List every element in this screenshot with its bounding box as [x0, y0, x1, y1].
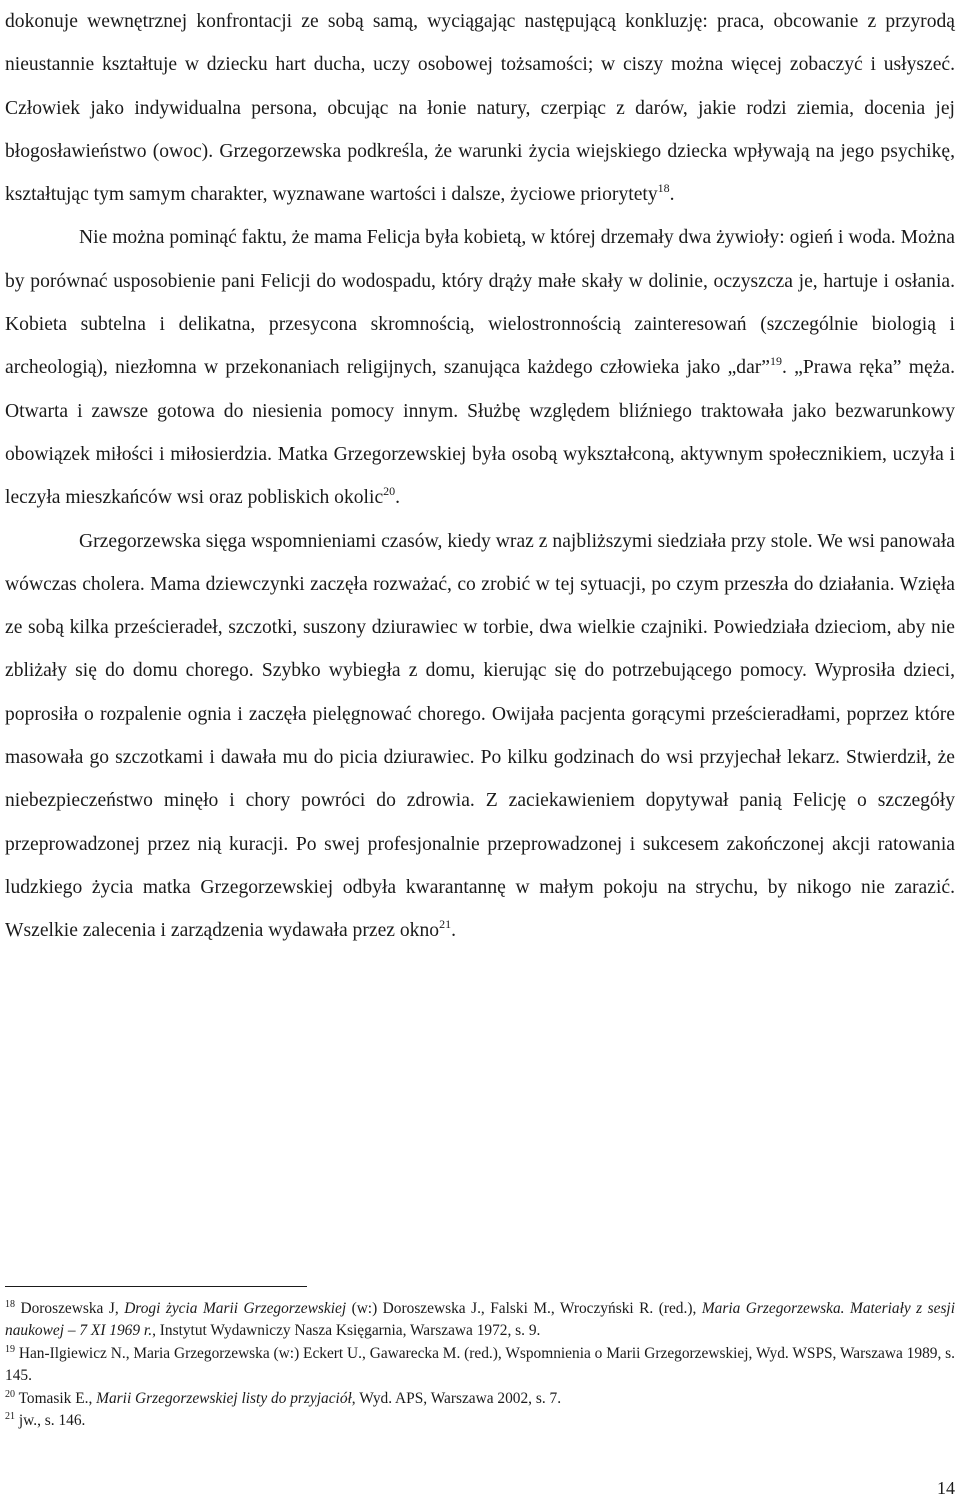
footnote-ref: 18 [657, 181, 670, 196]
paragraph-text: . „Prawa ręka” męża. Otwarta i zawsze gotowa do niesienia pomocy innym. Służbę względem bliźniego traktowała jako bezwarunkowy obowiązek miłości i miłosierdzia. Matka Grzegorzewskiej była osobą wykształconą, aktywnym społecznikiem, uczyła i leczyła mieszkańców wsi oraz pobliskich okolic [5, 357, 955, 509]
footnote-text: , Instytut Wydawniczy Nasza Księgarnia, Warszawa 1972, s. 9. [152, 1322, 541, 1340]
footnote-text: Han-Ilgiewicz N., Maria Grzegorzewska (w:) Eckert U., Gawarecka M. (red.), Wspomnienia o Marii Grzegorzewskiej, Wyd. WSPS, Warszawa 1989, s. 145. [5, 1344, 955, 1385]
footnote [5, 1410, 955, 1432]
paragraph-text: . [395, 487, 401, 509]
footnote-ref: 21 [439, 917, 452, 932]
paragraph-text: dokonuje wewnętrznej konfrontacji ze sobą samą, wyciągając następującą konkluzję: praca, obcowanie z przyrodą nieustannie kształtuje w dziecku hart ducha, uczy osobowej tożsamości; w ciszy można więcej zobaczyć i usłyszeć. Człowiek jako indywidualna persona, obcując na łonie natury, czerpiąc z darów, jakie rodzi ziemia, docenia jej błogosławieństwo (owoc). Grzegorzewska podkreśla, że warunki życia wiejskiego dziecka wpływają na jego psychikę, kształtując tym samym charakter, wyznawane wartości i dalsze, życiowe priorytety [5, 11, 955, 206]
paragraph [5, 0, 955, 216]
footnote [5, 1388, 955, 1410]
footnote [5, 1298, 955, 1343]
footnote-ref: 20 [383, 484, 396, 499]
footnotes [5, 1298, 955, 1432]
paragraph [5, 520, 955, 953]
footnote-separator [5, 1286, 307, 1287]
body-text [5, 0, 955, 953]
paragraph-text: Grzegorzewska sięga wspomnieniami czasów, kiedy wraz z najbliższymi siedziała przy stole. We wsi panowała wówczas cholera. Mama dziewczynki zaczęła rozważać, co zrobić w tej sytuacji, po czym przeszła do działania. Wzięła ze sobą kilka prześcieradeł, szczotki, suszony dziurawiec w torbie, dwa wielkie czajniki. Powiedziała dzieciom, aby nie zbliżały się do domu chorego. Szybko wybiegła z domu, kierując się do potrzebującego pomocy. Wyprosiła dzieci, poprosiła o rozpalenie ognia i zaczęła pielęgnować chorego. Owijała pacjenta gorącymi prześcieradłami, poprzez które masowała go szczotkami i dawała mu do picia dziurawiec. Po kilku godzinach do wsi przyjechał lekarz. Stwierdził, że niebezpieczeństwo minęło i chory powróci do zdrowia. Z zaciekawieniem dopytywał panią Felicję o szczegóły przeprowadzonej przez nią kuracji. Po swej profesjonalnie przeprowadzonej i sukcesem zakończonej akcji ratowania ludzkiego życia matka Grzegorzewskiej odbyła kwarantannę w małym pokoju na strychu, by nikogo nie zarazić. Wszelkie zalecenia i zarządzenia wydawała przez okno [5, 530, 955, 942]
page-number: 14 [937, 1478, 955, 1498]
footnote-ref: 19 [769, 354, 782, 369]
footnote [5, 1343, 955, 1388]
footnote-text: jw., s. 146. [15, 1412, 86, 1430]
footnote-italic-text: Maria Grzegorzewska. Materiały z sesji naukowej – 7 XI 1969 r. [5, 1300, 955, 1340]
paragraph-text: . [669, 184, 675, 206]
footnote-ref: 21 [5, 1411, 15, 1423]
footnote-text: Doroszewska J, [15, 1300, 125, 1317]
footnote-ref: 20 [5, 1388, 15, 1400]
paragraph-text: Nie można pominąć faktu, że mama Felicja była kobietą, w której drzemały dwa żywioły: ogień i woda. Można by porównać usposobienie pani Felicji do wodospadu, który drąży małe skały w dolinie, oczyszcza je, hartuje i osłania. Kobieta subtelna i delikatna, przesycona skromnością, wielostronnością zainteresowań (szczególnie biologią i archeologią), niezłomna w przekonaniach religijnych, szanująca każdego człowieka jako „dar” [5, 227, 955, 379]
footnote-italic-text: Marii Grzegorzewskiej listy do przyjaciół [96, 1389, 352, 1407]
footnote-ref: 18 [5, 1299, 15, 1310]
document-page [5, 0, 955, 1498]
footnote-italic-text: Drogi życia Marii Grzegorzewskiej [124, 1300, 347, 1317]
footnote-text: , Wyd. APS, Warszawa 2002, s. 7. [351, 1389, 562, 1407]
footnote-text: Tomasik E., [15, 1389, 97, 1407]
paragraph-text: . [451, 920, 456, 942]
footnote-text: (w:) Doroszewska J., Falski M., Wroczyński R. (red.), [346, 1300, 702, 1317]
footnote-ref: 19 [5, 1343, 15, 1355]
paragraph [5, 216, 955, 519]
